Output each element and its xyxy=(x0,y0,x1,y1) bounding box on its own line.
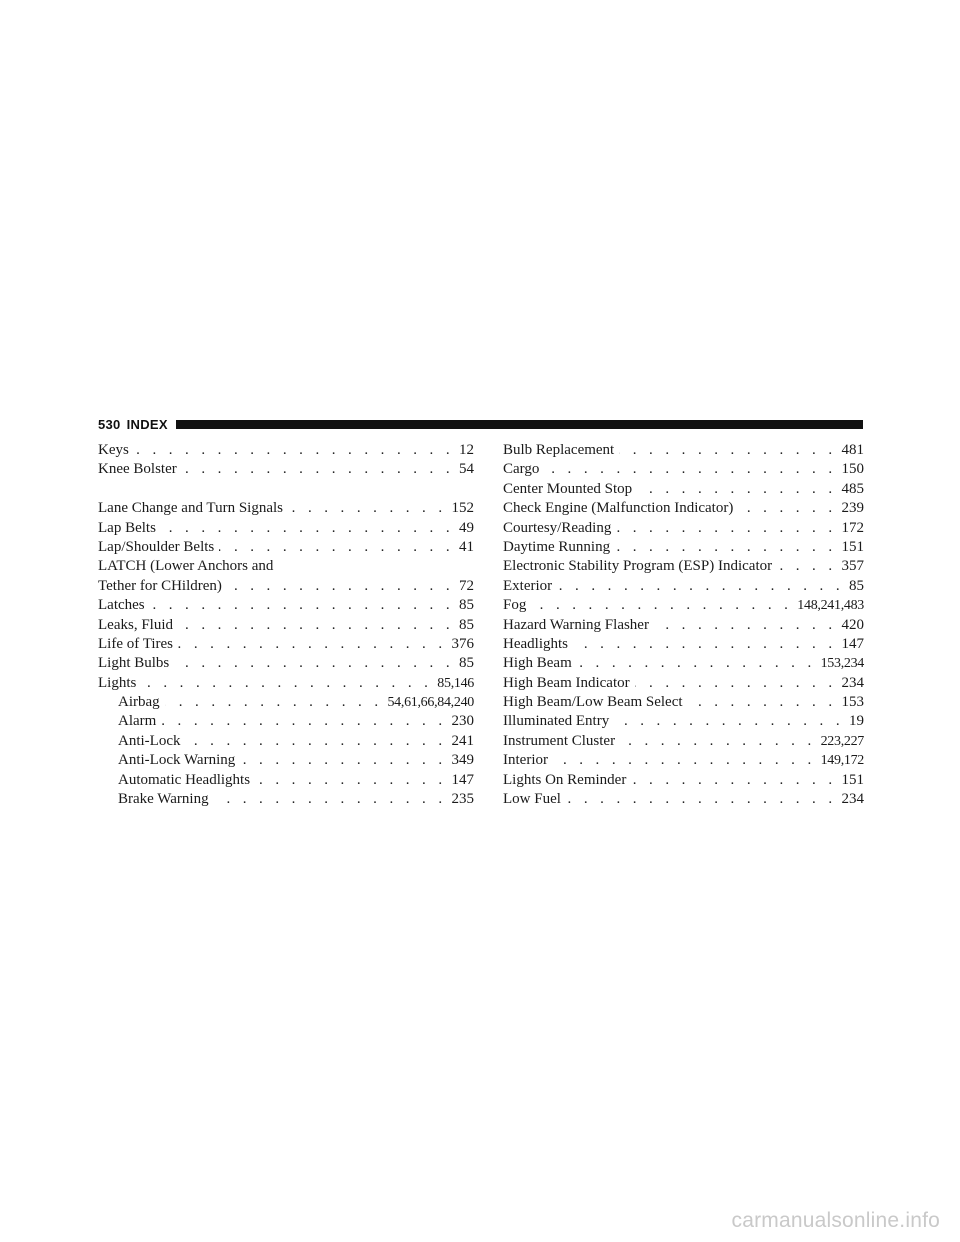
index-entry-title: Courtesy/Reading xyxy=(503,519,612,536)
index-entry-title: Latches xyxy=(98,597,145,614)
dot-leader xyxy=(573,635,837,654)
index-entry-title: High Beam xyxy=(503,655,572,672)
index-entry-page: 376 xyxy=(451,635,474,652)
index-entry-page: 149,172 xyxy=(820,753,864,769)
index-entry-title: Headlights xyxy=(503,635,568,652)
index-entry-page: 357 xyxy=(841,558,864,575)
index-entry xyxy=(98,674,474,693)
dot-leader xyxy=(219,538,454,557)
index-entry-page: 54 xyxy=(459,461,474,478)
dot-leader xyxy=(614,712,844,731)
index-entry xyxy=(98,519,474,538)
index-entry-page: 230 xyxy=(451,713,474,730)
dot-leader xyxy=(182,460,454,479)
dot-leader xyxy=(615,538,836,557)
page-number: 530 xyxy=(98,416,121,432)
index-entry-title: Cargo xyxy=(503,461,540,478)
index-entry-page: 151 xyxy=(841,538,864,555)
index-entry xyxy=(503,674,864,693)
index-entry-page: 85 xyxy=(459,597,474,614)
index-entry-page: 85 xyxy=(459,616,474,633)
index-entry xyxy=(503,635,864,654)
index-entry xyxy=(98,538,474,557)
index-entry-title: Anti-Lock xyxy=(118,732,181,749)
index-entry-page: 85 xyxy=(849,577,864,594)
index-entry xyxy=(98,616,474,635)
index-entry-title: Lights xyxy=(98,674,137,691)
index-entry xyxy=(98,712,474,731)
index-entry-page: 41 xyxy=(459,538,474,555)
index-entry-title: Lap Belts xyxy=(98,519,156,536)
index-entry xyxy=(98,577,474,596)
index-column-left xyxy=(98,441,474,809)
section-title: INDEX xyxy=(126,416,168,432)
index-entry-title: Center Mounted Stop xyxy=(503,480,633,497)
dot-leader xyxy=(631,771,836,790)
index-entry-title: Interior xyxy=(503,752,548,769)
index-entry xyxy=(503,480,864,499)
index-entry-page: 153 xyxy=(841,694,864,711)
index-entry-title: Keys xyxy=(98,442,129,458)
index-entry-title: Life of Tires xyxy=(98,635,173,652)
index-entry-page: 172 xyxy=(841,519,864,536)
index-entry-page: 85,146 xyxy=(437,675,474,691)
index-entry-title: Anti-Lock Warning xyxy=(118,752,236,769)
index-entry xyxy=(98,771,474,790)
index-entry xyxy=(503,732,864,751)
index-entry-page: 239 xyxy=(841,500,864,517)
index-entry-title: Light Bulbs xyxy=(98,655,170,672)
index-entry-title: High Beam Indicator xyxy=(503,674,630,691)
index-entry xyxy=(503,596,864,615)
dot-leader xyxy=(165,693,383,712)
index-entry-page: 147 xyxy=(841,635,864,652)
index-entry-page: 420 xyxy=(841,616,864,633)
index-entry-page: 150 xyxy=(841,461,864,478)
dot-leader xyxy=(553,751,816,770)
dot-leader xyxy=(616,519,836,538)
header-rule xyxy=(176,420,863,429)
index-entry xyxy=(503,441,864,460)
dot-leader xyxy=(134,441,454,460)
index-entry-page: 349 xyxy=(451,752,474,769)
index-entry-page: 152 xyxy=(451,500,474,517)
index-entry-title: Lap/Shoulder Belts xyxy=(98,538,215,555)
index-entry-page: 151 xyxy=(841,771,864,788)
index-entry-title: Electronic Stability Program (ESP) Indicator xyxy=(503,558,773,575)
index-entry-title: Leaks, Fluid xyxy=(98,616,173,633)
index-entry xyxy=(98,654,474,673)
index-entry-title: Alarm xyxy=(118,713,157,730)
index-entry-page: 54,61,66,84,240 xyxy=(387,695,474,711)
dot-leader xyxy=(185,732,446,751)
index-entry xyxy=(98,557,474,576)
index-entry xyxy=(503,771,864,790)
index-entry xyxy=(98,693,474,712)
index-entry-title: LATCH (Lower Anchors and xyxy=(98,558,274,575)
index-entry-title: Lane Change and Turn Signals xyxy=(98,500,283,517)
index-entry-page: 19 xyxy=(849,713,864,730)
index-entry-page: 241 xyxy=(451,732,474,749)
index-entry xyxy=(503,712,864,731)
index-entry-page: 234 xyxy=(841,791,864,808)
index-entry-title: Bulb Replacement xyxy=(503,442,615,458)
index-entry xyxy=(98,732,474,751)
dot-leader xyxy=(637,480,836,499)
index-entry xyxy=(503,693,864,712)
dot-leader xyxy=(557,577,844,596)
dot-leader xyxy=(150,596,454,615)
index-entry xyxy=(98,499,474,518)
index-entry xyxy=(503,460,864,479)
index-entry-title: Knee Bolster xyxy=(98,461,177,478)
dot-leader xyxy=(688,693,837,712)
dot-leader xyxy=(161,519,454,538)
dot-leader xyxy=(240,751,446,770)
index-entry-title: Check Engine (Malfunction Indicator) xyxy=(503,500,734,517)
index-entry xyxy=(98,460,474,479)
index-entry-page: 147 xyxy=(451,771,474,788)
index-entry xyxy=(503,616,864,635)
index-entry-page: 72 xyxy=(459,577,474,594)
dot-leader xyxy=(288,499,447,518)
dot-leader xyxy=(178,635,447,654)
index-entry-title: Daytime Running xyxy=(503,538,611,555)
dot-leader xyxy=(141,674,432,693)
index-entry-page: 234 xyxy=(841,674,864,691)
dot-leader xyxy=(654,616,837,635)
index-entry-title: Illuminated Entry xyxy=(503,713,610,730)
dot-leader xyxy=(544,460,836,479)
index-entry-page: 485 xyxy=(841,480,864,497)
index-entry-title: Brake Warning xyxy=(118,791,209,808)
index-entry xyxy=(503,499,864,518)
dot-leader xyxy=(777,557,836,576)
index-entry-title: Low Fuel xyxy=(503,791,561,808)
dot-leader xyxy=(620,732,816,751)
index-entry xyxy=(503,557,864,576)
index-entry-title: Automatic Headlights xyxy=(118,771,251,788)
dot-leader xyxy=(619,441,836,460)
index-entry xyxy=(503,751,864,770)
index-entry-page: 481 xyxy=(841,442,864,458)
dot-leader xyxy=(531,596,792,615)
index-entry xyxy=(503,538,864,557)
index-entry-page: 49 xyxy=(459,519,474,536)
index-entry-title: Hazard Warning Flasher xyxy=(503,616,649,633)
index-entry xyxy=(503,577,864,596)
dot-leader xyxy=(635,674,837,693)
page-header xyxy=(98,414,863,434)
dot-leader xyxy=(255,771,446,790)
index-entry-page: 148,241,483 xyxy=(797,598,864,614)
dot-leader xyxy=(566,790,837,809)
index-entry-page: 85 xyxy=(459,655,474,672)
dot-leader xyxy=(738,499,836,518)
index-entry xyxy=(503,654,864,673)
index-entry-title: Airbag xyxy=(118,694,160,711)
index-entry xyxy=(98,635,474,654)
index-entry-title: Instrument Cluster xyxy=(503,732,616,749)
index-entry xyxy=(503,519,864,538)
watermark: carmanualsonline.info xyxy=(731,1209,940,1232)
index-entry xyxy=(98,596,474,615)
index-entry-page: 12 xyxy=(459,442,474,458)
index-entry xyxy=(503,790,864,809)
index-entry-page: 153,234 xyxy=(820,656,864,672)
index-entry xyxy=(98,790,474,809)
dot-leader xyxy=(174,654,454,673)
index-entry-title: Tether for CHildren) xyxy=(98,577,222,594)
dot-leader xyxy=(577,654,816,673)
dot-leader xyxy=(178,616,454,635)
index-column-right xyxy=(503,441,864,809)
index-entry-title: Lights On Reminder xyxy=(503,771,627,788)
dot-leader xyxy=(227,577,454,596)
dot-leader xyxy=(214,790,447,809)
index-entry-title: Fog xyxy=(503,597,527,614)
dot-leader xyxy=(161,712,446,731)
index-entry xyxy=(98,441,474,460)
index-entry-page: 235 xyxy=(451,791,474,808)
index-entry xyxy=(98,751,474,770)
index-entry-page: 223,227 xyxy=(820,733,864,749)
index-entry-title: High Beam/Low Beam Select xyxy=(503,694,683,711)
index-entry-title: Exterior xyxy=(503,577,553,594)
